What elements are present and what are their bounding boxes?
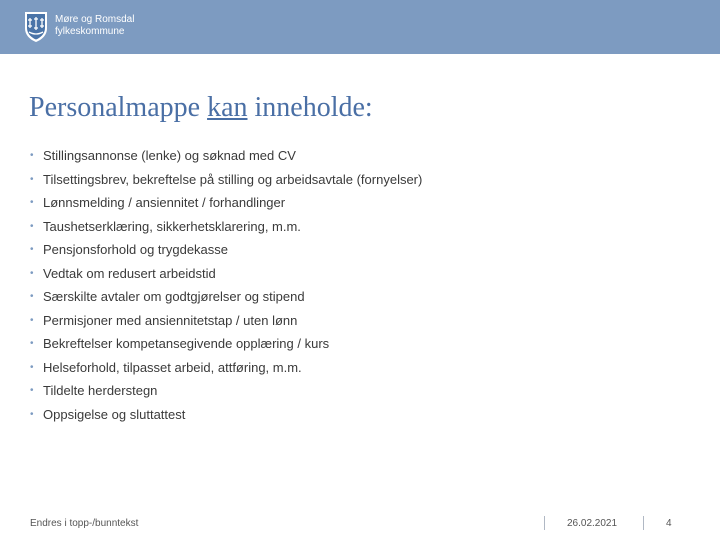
footer-text: Endres i topp-/bunntekst — [30, 518, 139, 529]
list-item — [30, 379, 422, 403]
slide-title — [29, 92, 373, 124]
bullet-icon: • — [30, 361, 34, 373]
bullet-list — [30, 144, 422, 426]
footer-divider — [544, 516, 545, 530]
bullet-text: Tildelte herderstegn — [43, 383, 158, 399]
bullet-icon: • — [30, 385, 34, 397]
bullet-text: Lønnsmelding / ansiennitet / forhandlinger — [43, 195, 286, 211]
bullet-text: Stillingsannonse (lenke) og søknad med CV — [43, 148, 296, 164]
list-item — [30, 215, 422, 239]
bullet-icon: • — [30, 408, 34, 420]
page-number: 4 — [666, 518, 672, 529]
list-item — [30, 403, 422, 427]
bullet-text: Taushetserklæring, sikkerhetsklarering, m.m. — [43, 218, 301, 234]
list-item — [30, 238, 422, 262]
list-item — [30, 191, 422, 215]
list-item — [30, 309, 422, 333]
list-item — [30, 168, 422, 192]
bullet-icon: • — [30, 173, 34, 185]
bullet-icon: • — [30, 244, 34, 256]
coat-of-arms-logo-icon — [24, 11, 48, 43]
bullet-icon: • — [30, 267, 34, 279]
bullet-text: Pensjonsforhold og trygdekasse — [43, 242, 229, 258]
list-item — [30, 332, 422, 356]
bullet-icon: • — [30, 338, 34, 350]
list-item — [30, 285, 422, 309]
footer-divider — [643, 516, 644, 530]
bullet-text: Permisjoner med ansiennitetstap / uten lønn — [43, 312, 298, 328]
bullet-text: Tilsettingsbrev, bekreftelse på stilling og arbeidsavtale (fornyelser) — [43, 171, 423, 187]
bullet-text: Bekreftelser kompetansegivende opplæring / kurs — [43, 336, 330, 352]
title-underlined-word: kan — [207, 92, 248, 123]
footer-date: 26.02.2021 — [567, 518, 618, 529]
bullet-text: Helseforhold, tilpasset arbeid, attføring, m.m. — [43, 359, 302, 375]
org-name-line2: fylkeskommune — [55, 26, 125, 37]
title-text-start: Personalmappe — [29, 92, 208, 123]
title-text-end: inneholde: — [247, 92, 373, 123]
list-item — [30, 262, 422, 286]
org-name-line1: Møre og Romsdal — [55, 14, 135, 25]
bullet-icon: • — [30, 291, 34, 303]
organization-name — [55, 14, 134, 38]
bullet-icon: • — [30, 314, 34, 326]
bullet-text: Vedtak om redusert arbeidstid — [43, 265, 216, 281]
bullet-icon: • — [30, 197, 34, 209]
list-item — [30, 144, 422, 168]
bullet-text: Særskilte avtaler om godtgjørelser og stipend — [43, 289, 305, 305]
bullet-icon: • — [30, 220, 34, 232]
bullet-icon: • — [30, 150, 34, 162]
list-item — [30, 356, 422, 380]
bullet-text: Oppsigelse og sluttattest — [43, 406, 186, 422]
header-bar — [0, 0, 720, 54]
